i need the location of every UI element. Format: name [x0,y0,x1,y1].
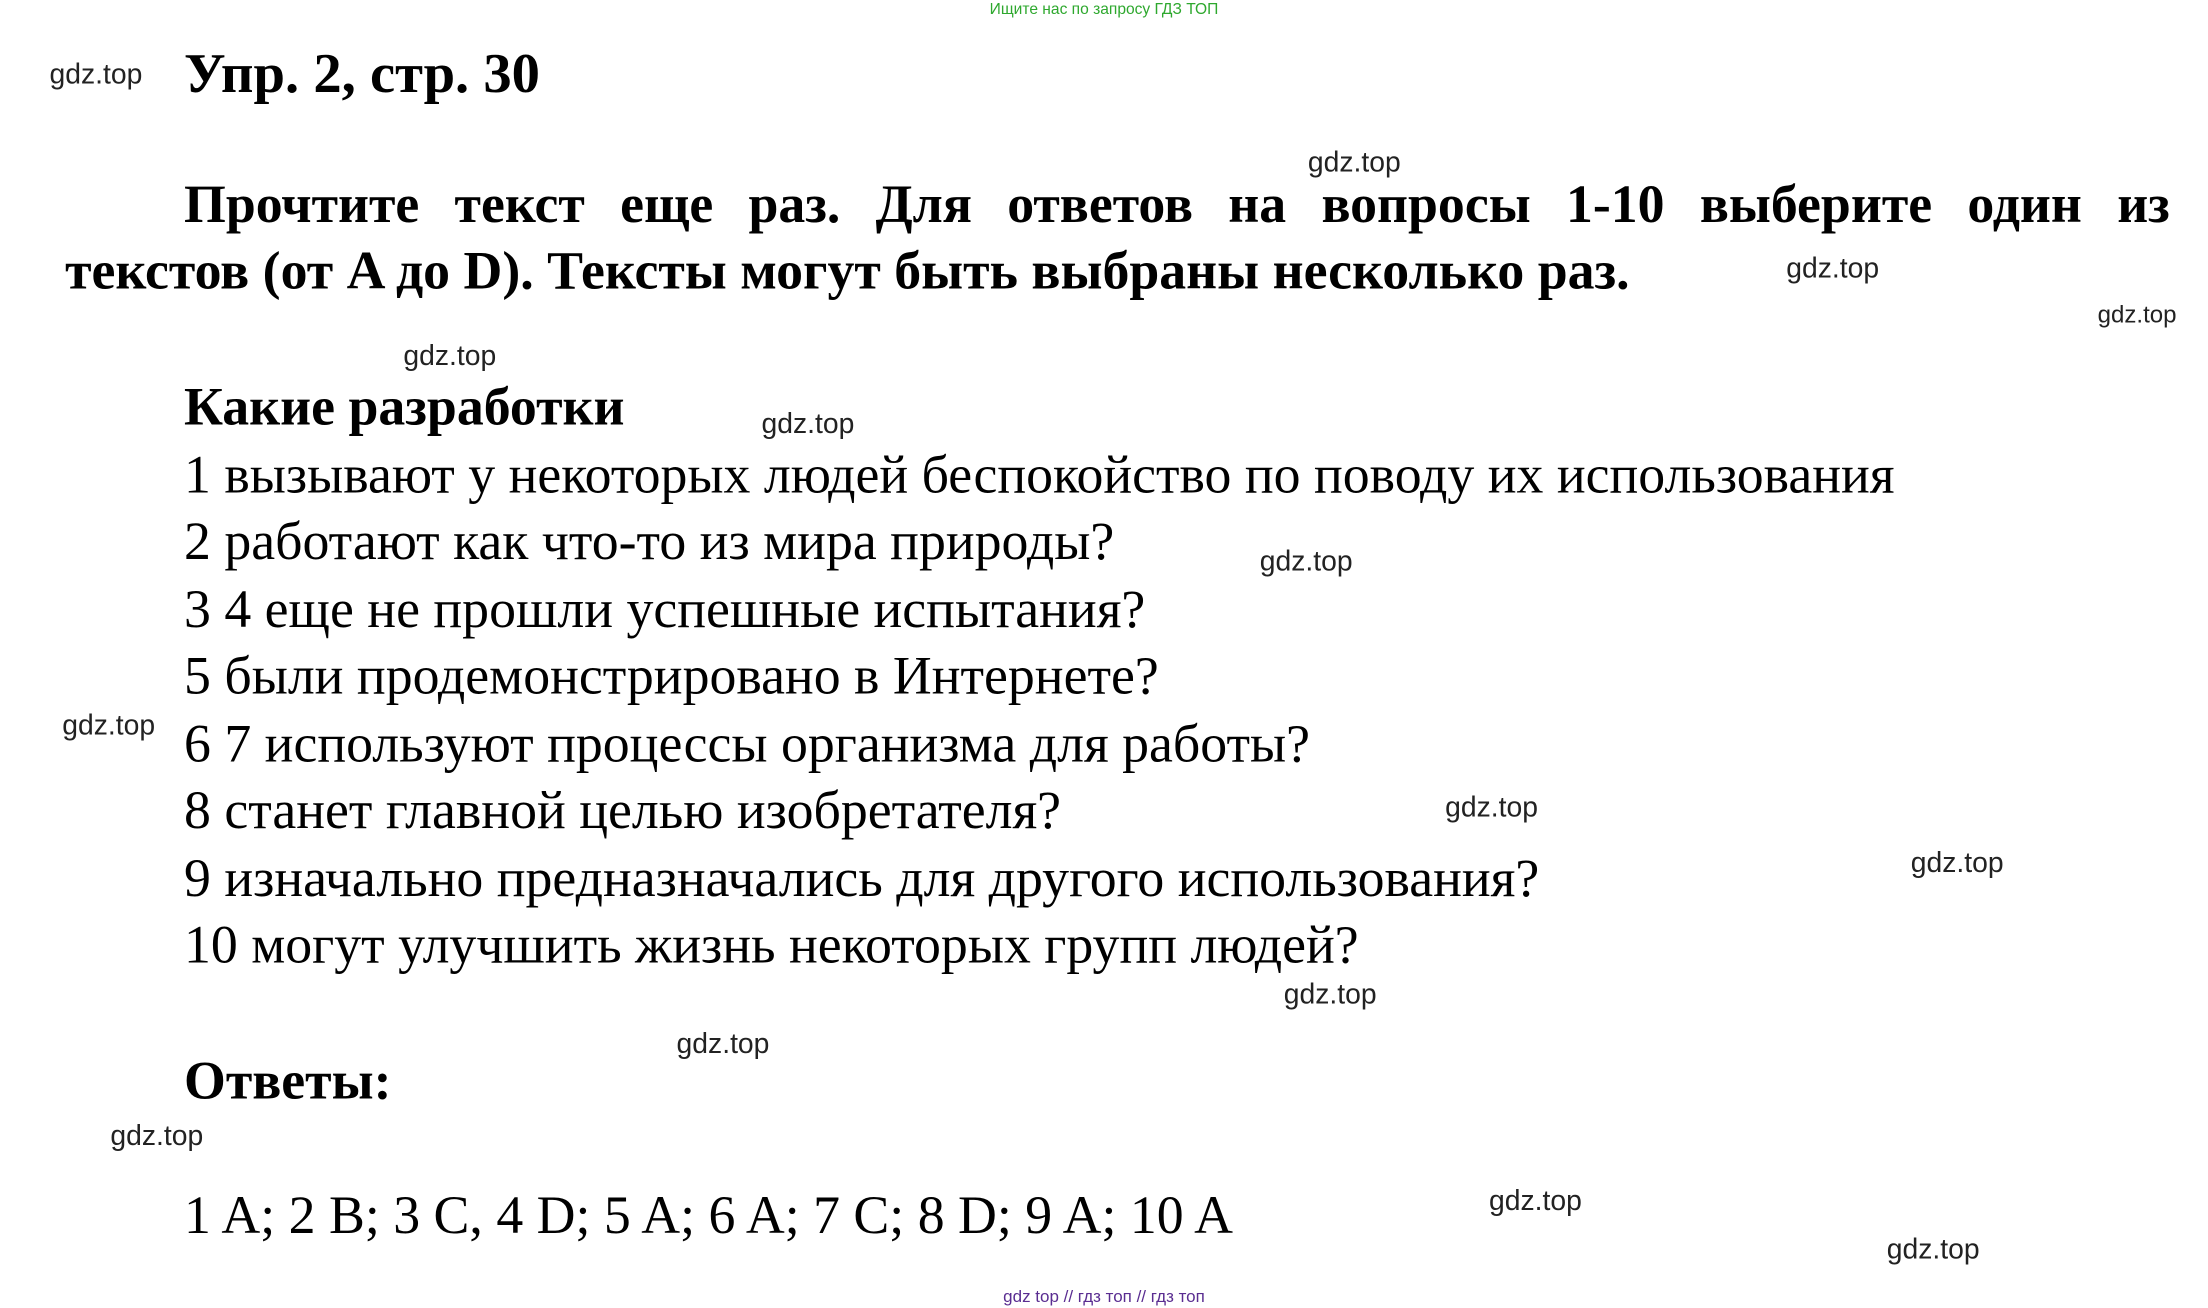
instruction-line-1: Прочтите текст еще раз. Для ответов на вопросы 1-10 выберите один из [184,175,2170,235]
question-item: 9 изначально предназначались для другого использования? [184,849,1540,909]
instruction-line-2: текстов (от A до D). Тексты могут быть выбраны несколько раз. [65,242,1630,302]
exercise-title: Упр. 2, стр. 30 [184,41,540,105]
question-item: 1 вызывают у некоторых людей беспокойство по поводу их использования [184,445,1895,506]
answers-heading: Ответы: [184,1051,392,1112]
question-item: 3 4 еще не прошли успешные испытания? [184,580,1146,640]
watermark: gdz.top [1489,1186,1582,1218]
watermark: gdz.top [1786,253,1880,285]
watermark: gdz.top [761,409,855,441]
search-banner: Ищите нас по запросу ГДЗ ТОП [989,1,1219,19]
question-item: 2 работают как что-то из мира природы? [184,512,1115,572]
questions-heading: Какие разработки [184,377,625,438]
footer-link[interactable]: gdz top // гдз топ // гдз топ [1003,1286,1205,1307]
question-item: 10 могут улучшить жизнь некоторых групп людей? [184,915,1359,976]
watermark: gdz.top [676,1028,770,1061]
watermark: gdz.top [1886,1234,1980,1266]
question-item: 8 станет главной целью изобретателя? [184,781,1062,841]
question-item: 6 7 используют процессы организма для работы? [184,714,1310,775]
watermark: gdz.top [49,59,143,91]
watermark: gdz.top [403,341,497,373]
watermark: gdz.top [1259,546,1353,578]
watermark: gdz.top [62,710,156,742]
answers-text: 1 A; 2 B; 3 C, 4 D; 5 A; 6 A; 7 C; 8 D; 9 A; 10 A [184,1186,1233,1246]
watermark: gdz.top [2097,301,2177,329]
watermark: gdz.top [1445,792,1538,824]
watermark: gdz.top [1283,979,1377,1011]
question-item: 5 были продемонстрировано в Интернете? [184,646,1159,707]
watermark: gdz.top [110,1120,204,1153]
watermark: gdz.top [1910,847,2004,879]
watermark: gdz.top [1307,147,1401,179]
